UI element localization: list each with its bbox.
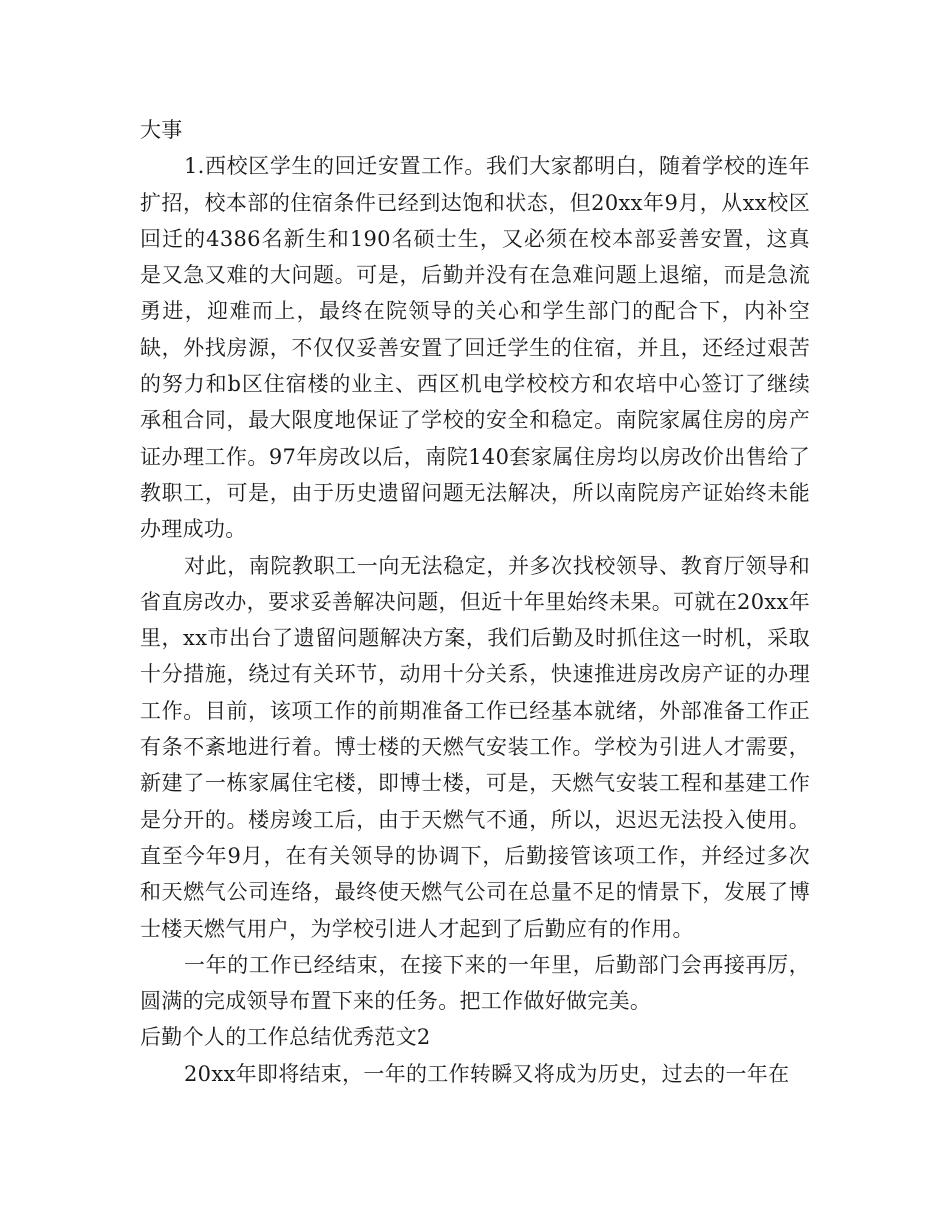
paragraph: 对此，南院教职工一向无法稳定，并多次找校领导、教育厅领导和省直房改办，要求妥善解决问题，但近十年里始终未果。可就在20xx年里，xx市出台了遗留问题解决方案，我们后勤及时抓住这一时机，采取十分措施，绕过有关环节，动用十分关系，快速推进房改房产证的办理工作。目前，该项工作的前期准备工作已经基本就绪，外部准备工作正有条不紊地进行着。博士楼的天燃气安装工作。学校为引进人才需要，新建了一栋家属住宅楼，即博士楼，可是，天燃气安装工程和基建工作是分开的。楼房竣工后，由于天燃气不通，所以，迟迟无法投入使用。直至今年9月，在有关领导的协调下，后勤接管该项工作，并经过多次和天燃气公司连络，最终使天燃气公司在总量不足的情景下，发展了博士楼天燃气用户，为学校引进人才起到了后勤应有的作用。 xyxy=(140,553,810,941)
continued-line: 大事 xyxy=(140,118,183,142)
section-heading: 后勤个人的工作总结优秀范文2 xyxy=(140,1025,431,1050)
document-body xyxy=(140,112,810,1092)
paragraph: 一年的工作已经结束，在接下来的一年里，后勤部门会再接再厉，圆满的完成领导布置下来的任务。把工作做好做完美。 xyxy=(140,952,810,1014)
paragraph: 1.西校区学生的回迁安置工作。我们大家都明白，随着学校的连年扩招，校本部的住宿条件已经到达饱和状态，但20xx年9月，从xx校区回迁的4386名新生和190名硕士生，又必须在校本部妥善安置，这真是又急又难的大问题。可是，后勤并没有在急难问题上退缩，而是急流勇进，迎难而上，最终在院领导的关心和学生部门的配合下，内补空缺，外找房源，不仅仅妥善安置了回迁学生的住宿，并且，还经过艰苦的努力和b区住宿楼的业主、西区机电学校校方和农培中心签订了继续承租合同，最大限度地保证了学校的安全和稳定。南院家属住房的房产证办理工作。97年房改以后，南院140套家属住房均以房改价出售给了教职工，可是，由于历史遗留问题无法解决，所以南院房产证始终未能办理成功。 xyxy=(140,154,810,542)
paragraph: 20xx年即将结束，一年的工作转瞬又将成为历史，过去的一年在 xyxy=(184,1061,790,1086)
